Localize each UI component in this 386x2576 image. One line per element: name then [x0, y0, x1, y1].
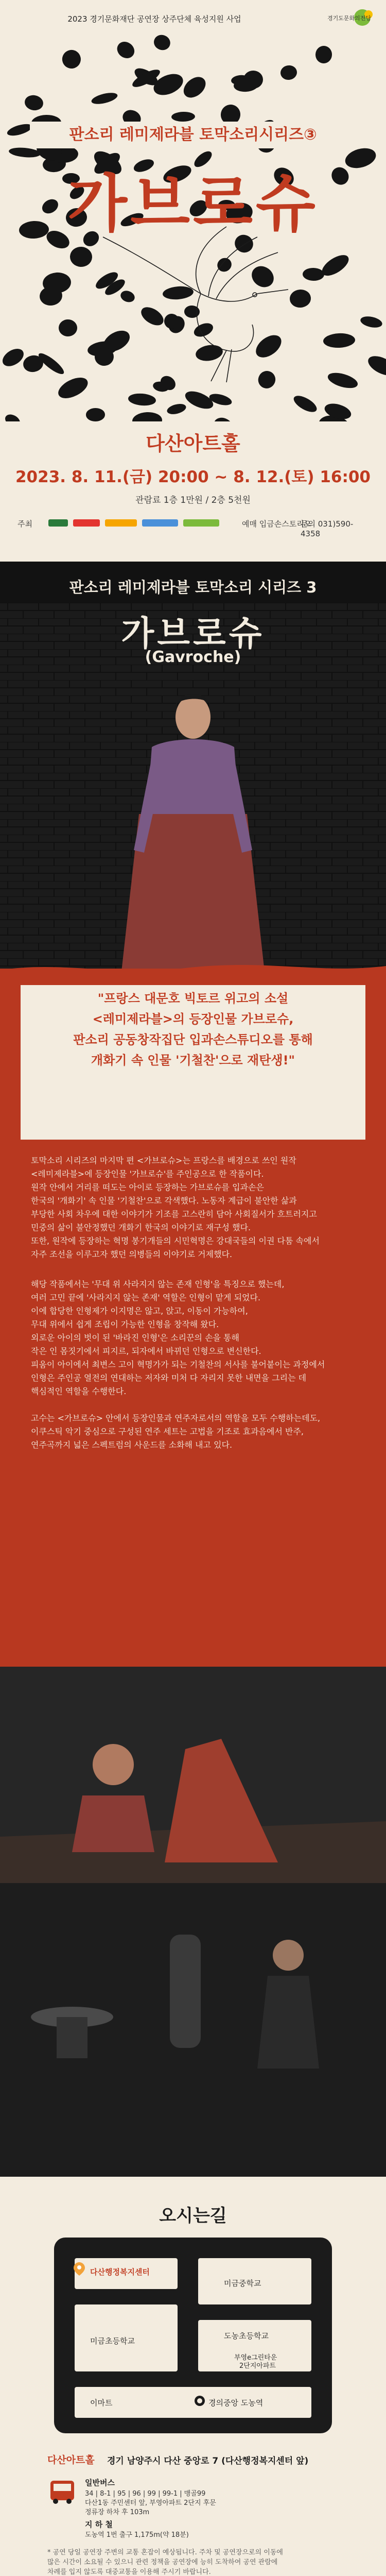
leopard-spot — [365, 352, 386, 380]
synopsis-line: 고수는 <가브로슈> 안에서 등장인물과 연주자로서의 역할을 모두 수행하는데도, — [31, 1413, 321, 1423]
map-label-emart: 이마트 — [90, 2398, 113, 2408]
performer-title: 가브로슈 — [121, 614, 265, 653]
synopsis-line: 외로운 아이의 벗이 된 '바라진 인형'은 소리꾼의 손을 통해 — [31, 1333, 239, 1343]
leopard-spot — [114, 38, 137, 61]
synopsis-paragraph-3 — [31, 1412, 355, 1452]
location-map — [54, 2238, 332, 2433]
leopard-spot — [315, 45, 332, 64]
performer-title-en: (Gavroche) — [145, 648, 241, 666]
leopard-spot — [152, 33, 172, 53]
wave-divider — [0, 961, 386, 981]
poster-section — [0, 0, 386, 562]
leopard-spot — [0, 345, 26, 369]
performer-subtitle: 판소리 레미제라블 토막소리 시리즈 3 — [69, 579, 317, 596]
synopsis-line: 인형은 주인공 열전의 연대하는 저자와 미처 다 자리지 못한 내면을 그리는 데 — [31, 1373, 307, 1383]
leopard-spot — [171, 111, 196, 122]
map-label-station: 경의중앙 도농역 — [208, 2398, 264, 2408]
map-label-apt1: 부영e그린타운 — [234, 2354, 277, 2362]
synopsis-line: <레미제라블>에 등장인물 '가브로슈'를 주인공으로 한 작품이다. — [31, 1169, 264, 1179]
hummingbird-illustration — [72, 216, 329, 386]
map-label-school1: 미금중학교 — [224, 2279, 261, 2288]
synopsis-line: 피움이 아이에서 최변스 고이 혁명가가 되는 기철찬의 서사를 불어붙이는 과정에서 — [31, 1360, 325, 1369]
synopsis-line: 이쿠스틱 악기 중심으로 구성된 연주 세트는 고법을 기조로 효과음에서 반주, — [31, 1427, 304, 1436]
quote-line: 개화기 속 인물 '기철찬'으로 재탄생!" — [91, 1053, 295, 1067]
ticket-info: 예매 입금손스토리오 — [242, 519, 312, 529]
leopard-spot — [128, 393, 156, 406]
bus-stop: 다산1동 주민센터 앞, 부영아파트 2단지 후문 — [85, 2499, 216, 2507]
map-label-apt2: 2단지아파트 — [239, 2362, 276, 2370]
leopard-spot — [23, 94, 44, 112]
gyeonggi-logo — [327, 7, 374, 28]
synopsis-line: 연주곡까지 넓은 스펙트럼의 사운드를 소화해 내고 있다. — [31, 1440, 233, 1450]
quote-line: <레미제라블>의 등장인물 가브로슈, — [92, 1012, 294, 1026]
synopsis-line: 무대 위에서 쉽게 조립이 가능한 인형을 창작해 왔다. — [31, 1319, 219, 1329]
leopard-spot — [180, 73, 209, 101]
leopard-spot — [86, 408, 106, 421]
location-pin-icon — [74, 2262, 85, 2276]
inquiry-phone: 문의 031)590-4358 — [301, 519, 354, 538]
leopard-spot — [291, 393, 320, 415]
stage-photos — [0, 1667, 386, 2177]
notice-line: 차례를 입지 않도록 대중교통을 이용해 주시기 바랍니다. — [47, 2568, 211, 2576]
leopard-spot — [90, 91, 118, 106]
leopard-spot — [166, 402, 187, 416]
synopsis-line: 민중의 삶이 불안정했던 개화기 한국의 이야기로 재구성 했다. — [31, 1223, 251, 1232]
synopsis-paragraph-1 — [31, 1154, 355, 1261]
synopsis-line: 또한, 원작에 등장하는 혁명 봉기개들의 시민혁명은 강대국들의 이권 다툼 속에서 — [31, 1236, 320, 1246]
synopsis-line: 핵심적인 역할을 수행한다. — [31, 1386, 127, 1396]
directions-title: 오시는길 — [159, 2206, 227, 2226]
synopsis-section — [0, 969, 386, 1667]
bus-stop-distance: 정류장 하차 후 103m — [85, 2509, 150, 2516]
synopsis-line: 자주 조선을 이루고자 했던 의병들의 이야기로 거제했다. — [31, 1249, 233, 1259]
subway-icon — [194, 2395, 205, 2406]
leopard-spot — [360, 315, 383, 329]
svg-text:경기도문화의전당: 경기도문화의전당 — [327, 15, 372, 22]
highlight-quote — [21, 985, 365, 1140]
host-logos — [48, 517, 223, 529]
leopard-spot — [279, 64, 297, 81]
synopsis-line: 부당한 사회 차우에 대한 이야기가 기조를 고스란히 담아 사회질서가 흐트러지고 — [31, 1209, 317, 1219]
synopsis-paragraph-2 — [31, 1278, 355, 1398]
ticket-price: 관람료 1층 1만원 / 2층 5천원 — [135, 495, 251, 505]
notice-line: * 공연 당일 공연장 주변의 교통 혼잡이 예상됩니다. 주차 및 공연장으로의 이동에 — [47, 2549, 283, 2556]
venue-address: 경기 남양주시 다산 중앙로 7 (다산행정복지센터 앞) — [107, 2456, 309, 2466]
poster-title: 가브로슈 — [67, 168, 319, 240]
synopsis-line: 여러 고민 끝에 '사라지지 않는 존재' 역할은 인형이 맡게 되었다. — [31, 1293, 261, 1302]
bus-icon — [47, 2477, 77, 2506]
synopsis-line: 토막소리 시리즈의 마지막 편 <가브로슈>는 프랑스를 배경으로 쓰인 원작 — [31, 1156, 296, 1165]
leopard-spot — [326, 370, 359, 391]
host-row — [17, 515, 373, 538]
quote-line: "프랑스 대문호 빅토르 위고의 소설 — [97, 991, 289, 1006]
venue-name: 다산아트홀 — [146, 432, 240, 455]
leopard-spot — [59, 47, 84, 73]
subway-heading: 지 하 철 — [85, 2520, 113, 2529]
host-label: 주최 — [17, 519, 32, 529]
photo-gallery — [0, 1667, 386, 2177]
synopsis-line: 이에 합당한 인형제가 이지명은 않고, 앉고, 이동이 가능하여, — [31, 1306, 248, 1316]
synopsis-line: 작은 인 몸짓기에서 피지르, 되자에서 바뀌던 인형으로 변신한다. — [31, 1346, 261, 1356]
poster-subtitle: 판소리 레미제라블 토막소리시리즈③ — [69, 126, 317, 144]
notice-line: 많은 시간이 소요될 수 있으니 관련 정책을 공연장에 능히 도착하여 공연 관람에 — [47, 2558, 278, 2566]
synopsis-line: 원작 안에서 거리를 떠도는 아이로 등장하는 가브로슈를 입과손은 — [31, 1182, 264, 1192]
map-label-school2: 도농초등학교 — [224, 2331, 269, 2341]
map-label-school3: 미금초등학교 — [90, 2336, 135, 2346]
synopsis-line: 한국의 '개화기' 속 인물 '기철찬'으로 각색했다. 노동자 계급이 불안한 삶과 — [31, 1196, 297, 1206]
synopsis-line: 해당 작품에서는 '무대 위 사라지지 않는 존재 인형'을 특징으로 했는데, — [31, 1279, 285, 1289]
event-date: 2023. 8. 11.(금) 20:00 ~ 8. 12.(토) 16:00 — [15, 468, 371, 486]
directions-section — [0, 2177, 386, 2576]
bus-heading: 일반버스 — [85, 2478, 115, 2487]
venue-address-name: 다산아트홀 — [47, 2454, 95, 2466]
map-label-welfare: 다산행정복지센터 — [90, 2267, 150, 2277]
quote-line: 판소리 공동창작집단 입과손스튜디오를 통해 — [73, 1032, 313, 1047]
subway-line: 도농역 1번 출구 1,175m(약 18분) — [85, 2531, 189, 2539]
bus-lines: 34 | 8-1 | 95 | 96 | 99 | 99-1 | 맹골99 — [85, 2490, 206, 2498]
sponsor-note: 2023 경기문화재단 공연장 상주단체 육성지원 사업 — [67, 14, 241, 24]
